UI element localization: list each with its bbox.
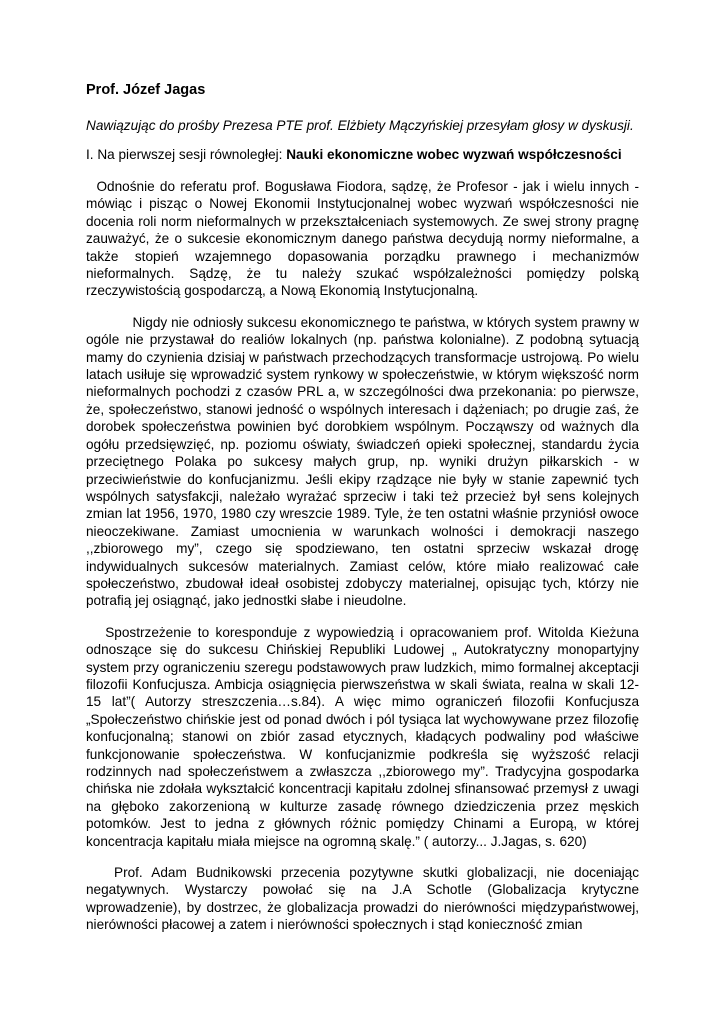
intro-line: Nawiązując do prośby Prezesa PTE prof. Elżbiety Mączyńskiej przesyłam głosy w dyskusji.	[86, 118, 634, 133]
session-heading	[86, 145, 639, 164]
paragraph-3: Spostrzeżenie to koresponduje z wypowiedzią i opracowaniem prof. Witolda Kieżuna odnoszące się do sukcesu Chińskiej Republiki Ludowej „ Autokratyczny monopartyjny system przy ograniczeniu szeregu podstawowych praw ludzkich, mimo formalnej akceptacji filozofii Konfucjusza. Ambicja osiągnięcia pierwszeństwa w skali świata, realna w skali 12-15 lat”( Autorzy streszczenia…s.84). A więc mimo ograniczeń filozofii Konfucjusza „Społeczeństwo chińskie jest od ponad dwóch i pól tysiąca lat wychowywane przez filozofię konfucjonalną; stanowi on zbiór zasad etycznych, kładących podwaliny pod właściwe funkcjonowanie społeczeństwa. W konfucjanizmie podkreśla się wyższość relacji rodzinnych nad społeczeństwem a zwłaszcza ,,zbiorowego my”. Tradycyjna gospodarka chińska nie zdołała wykształcić koncentracji kapitału zdolnej sfinansować przemysł z uwagi na głęboko zakorzenioną w kulturze zasadę równego dziedziczenia przez męskich potomków. Jest to jedna z głównych różnic pomiędzy Chinami a Europą, w której koncentracja kapitału miała miejsce na ogromną skalę.” ( autorzy... J.Jagas, s. 620)	[86, 624, 639, 849]
session-prefix: I. Na pierwszej sesji równoległej:	[86, 147, 287, 162]
paragraph-2: Nigdy nie odniosły sukcesu ekonomicznego te państwa, w których system prawny w ogóle nie przystawał do realiów lokalnych (np. państwa kolonialne). Z podobną sytuacją mamy do czynienia dzisiaj w państwach przechodzących transformacje ustrojową. Po wielu latach usiłuje się wprowadzić system rynkowy w społeczeństwie, w którym większość norm nieformalnych pochodzi z czasów PRL a, w szczególności dwa przekonania: po pierwsze, że, społeczeństwo, stanowi jedność o wspólnych interesach i dążeniach; po drugie zaś, że dorobek społeczeństwa powinien być dorobkiem wspólnym. Począwszy od ważnych dla ogółu przedsięwzięć, np. poziomu oświaty, świadczeń opieki społecznej, standardu życia przeciętnego Polaka po sukcesy małych grup, np. wyniki drużyn piłkarskich - w przeciwieństwie do konfucjanizmu. Jeśli ekipy rządzące nie były w stanie zapewnić tych wspólnych satysfakcji, należało wyrażać sprzeciw i taki też przecież był sens kolejnych zmian lat 1956, 1970, 1980 czy wreszcie 1989. Tyle, że ten ostatni właśnie przyniósł owoce nieoczekiwane. Zamiast umocnienia w warunkach wolności i demokracji naszego ,,zbiorowego my”, czego się spodziewano, ten ostatni sprzeciw wskazał drogę indywidualnych sukcesów materialnych. Zamiast celów, które miało realizować całe społeczeństwo, zbudował ideał osobistej zdobyczy materialnej, opisując tych, którzy nie potrafią jej osiągnąć, jako jednostki słabe i nieudolne.	[86, 314, 639, 609]
session-topic: Nauki ekonomiczne wobec wyzwań współczesności	[286, 147, 622, 162]
author-heading: Prof. Józef Jagas	[86, 82, 206, 98]
document-page	[86, 80, 639, 948]
paragraph-1: Odnośnie do referatu prof. Bogusława Fiodora, sądzę, że Profesor - jak i wielu innych - mówiąc i pisząc o Nowej Ekonomii Instytucjonalnej wobec wyzwań współczesności nie docenia roli norm nieformalnych w przekształceniach systemowych. Ze swej strony pragnę zauważyć, że o sukcesie ekonomicznym danego państwa decydują normy nieformalne, a także stopień wzajemnego dopasowania porządku prawnego i mechanizmów nieformalnych. Sądzę, że tu należy szukać współzależności pomiędzy polską rzeczywistością gospodarczą, a Nową Ekonomią Instytucjonalną.	[86, 179, 639, 299]
paragraph-4: Prof. Adam Budnikowski przecenia pozytywne skutki globalizacji, nie doceniając negatywnych. Wystarczy powołać się na J.A Schotle (Globalizacja krytyczne wprowadzenie), by dostrzec, że globalizacja prowadzi do nierówności międzypaństwowej, nierówności płacowej a zatem i nierówności społecznych i stąd konieczność zmian	[86, 865, 639, 933]
